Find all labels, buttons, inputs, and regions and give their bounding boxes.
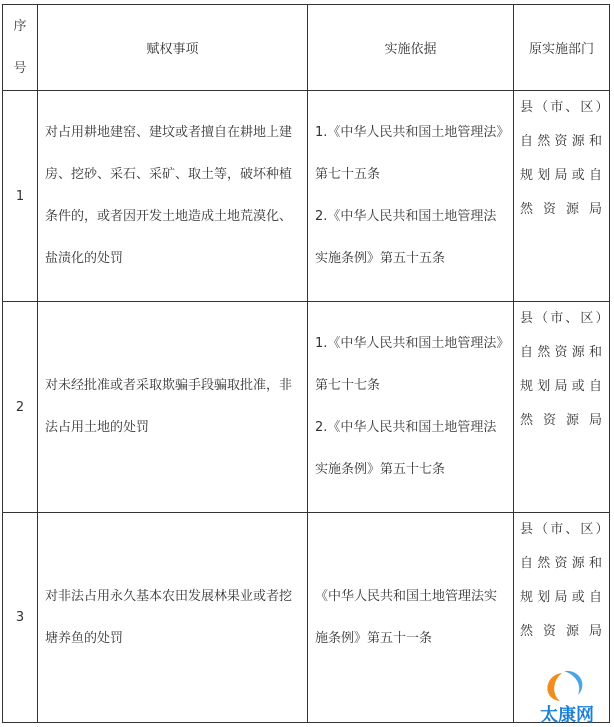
header-basis: 实施依据 <box>308 5 514 91</box>
header-seq <box>3 5 38 91</box>
dept-text: 县（市、区）自然资源和规划局或自然资源局 <box>520 522 604 639</box>
header-seq-line-2: 号 <box>13 61 27 76</box>
table-row <box>3 513 610 723</box>
row-seq: 2 <box>3 302 38 513</box>
row-seq: 3 <box>3 513 38 723</box>
header-matter: 赋权事项 <box>38 5 308 91</box>
table-row <box>3 91 610 302</box>
row-matter: 对占用耕地建窑、建坟或者擅自在耕地上建房、挖砂、采石、采矿、取土等，破坏种植条件的，或者因开发土地造成土地荒漠化、盐渍化的处罚 <box>38 91 308 302</box>
logo-arc-icon <box>564 671 582 695</box>
basis-item: 1.《中华人民共和国土地管理法》第七十七条 <box>315 336 503 393</box>
header-seq-line-1: 序 <box>13 19 27 34</box>
table-row <box>3 302 610 513</box>
row-basis <box>308 513 514 723</box>
row-matter: 对非法占用永久基本农田发展林果业或者挖塘养鱼的处罚 <box>38 513 308 723</box>
dept-text: 县（市、区）自然资源和规划局或自然资源局 <box>520 311 604 428</box>
basis-item: 2.《中华人民共和国土地管理法实施条例》第五十七条 <box>315 420 497 477</box>
header-row <box>3 5 610 91</box>
dept-text: 县（市、区）自然资源和规划局或自然资源局 <box>520 100 604 217</box>
row-basis <box>308 91 514 302</box>
logo-swirl-icon <box>547 673 562 701</box>
basis-item: 《中华人民共和国土地管理法实施条例》第五十一条 <box>315 588 498 646</box>
row-dept <box>514 302 610 513</box>
row-dept <box>514 91 610 302</box>
basis-item: 1.《中华人民共和国土地管理法》第七十五条 <box>315 125 503 182</box>
watermark-text: 太康网 <box>540 705 594 726</box>
row-basis <box>308 302 514 513</box>
row-matter: 对未经批准或者采取欺骗手段骗取批准，非法占用土地的处罚 <box>38 302 308 513</box>
authorization-table <box>2 4 610 723</box>
watermark-logo <box>522 665 612 727</box>
basis-item: 2.《中华人民共和国土地管理法实施条例》第五十五条 <box>315 209 497 266</box>
row-seq: 1 <box>3 91 38 302</box>
header-dept: 原实施部门 <box>514 5 610 91</box>
